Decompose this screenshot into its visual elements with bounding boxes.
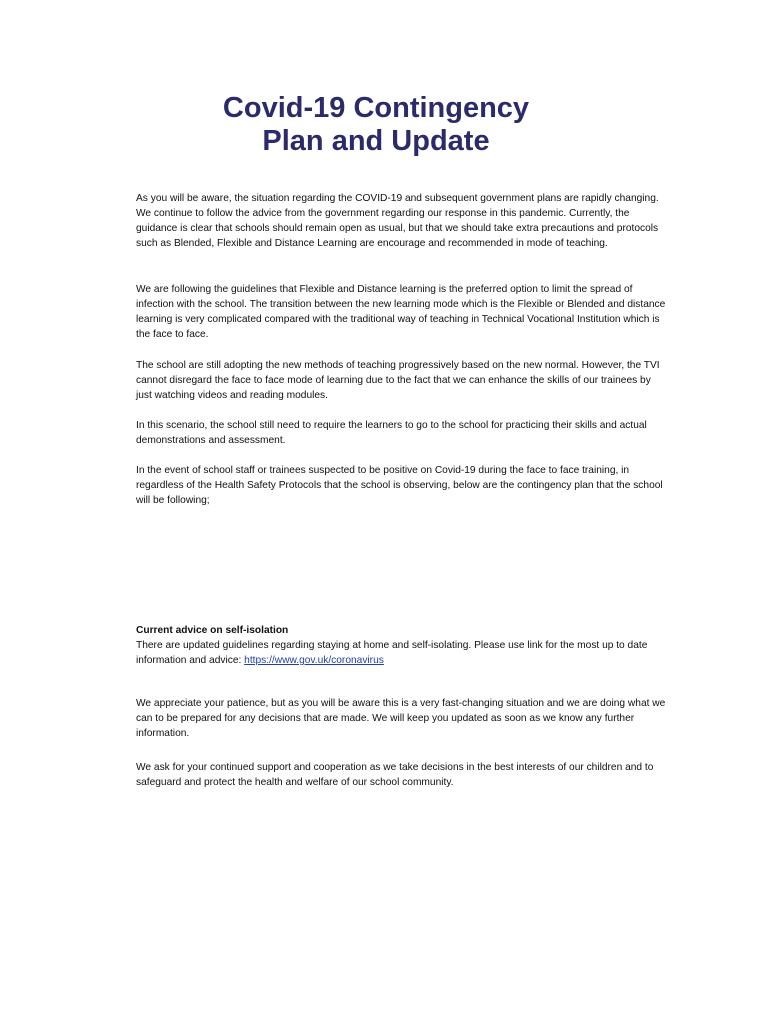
coronavirus-link[interactable]: https://www.gov.uk/coronavirus	[244, 655, 384, 666]
self-isolation-heading: Current advice on self-isolation	[136, 625, 289, 636]
self-isolation-section	[136, 623, 666, 668]
paragraph-intro: As you will be aware, the situation regarding the COVID-19 and subsequent government plans are rapidly changing. We continue to follow the advice from the government regarding our response in this pandemic. Currently, the guidance is clear that schools should remain open as usual, but that we should take extra precautions and protocols such as Blended, Flexible and Distance Learning are encourage and recommended in mode of teaching.	[136, 193, 659, 250]
title-line-2: Plan and Update	[262, 125, 490, 157]
page-title	[0, 92, 752, 158]
paragraph-patience: We appreciate your patience, but as you will be aware this is a very fast-changing situation and we are doing what we can to be prepared for any decisions that are made. We will keep you updated as soon as we know any further information.	[136, 698, 666, 740]
paragraph-scenario: In this scenario, the school still need to require the learners to go to the school for practicing their skills and actual demonstrations and assessment.	[136, 420, 647, 447]
paragraph-support: We ask for your continued support and cooperation as we take decisions in the best interests of our children and to safeguard and protect the health and welfare of our school community.	[136, 762, 654, 789]
self-isolation-text: There are updated guidelines regarding staying at home and self-isolating. Please use link for the most up to date information and advice:	[136, 640, 648, 666]
title-line-1: Covid-19 Contingency	[222, 92, 530, 124]
paragraph-new-methods: The school are still adopting the new methods of teaching progressively based on the new normal. However, the TVI cannot disregard the face to face mode of learning due to the fact that we can enhance the skills of our trainees by just watching videos and reading modules.	[136, 360, 660, 402]
paragraph-contingency: In the event of school staff or trainees suspected to be positive on Covid-19 during the face to face training, in regardless of the Health Safety Protocols that the school is observing, below are the contingency plan that the school will be following;	[136, 465, 663, 507]
paragraph-guidelines: We are following the guidelines that Flexible and Distance learning is the preferred option to limit the spread of infection with the school. The transition between the new learning mode which is the Flexible or Blended and distance learning is very complicated compared with the traditional way of teaching in Technical Vocational Institution which is the face to face.	[136, 284, 666, 341]
